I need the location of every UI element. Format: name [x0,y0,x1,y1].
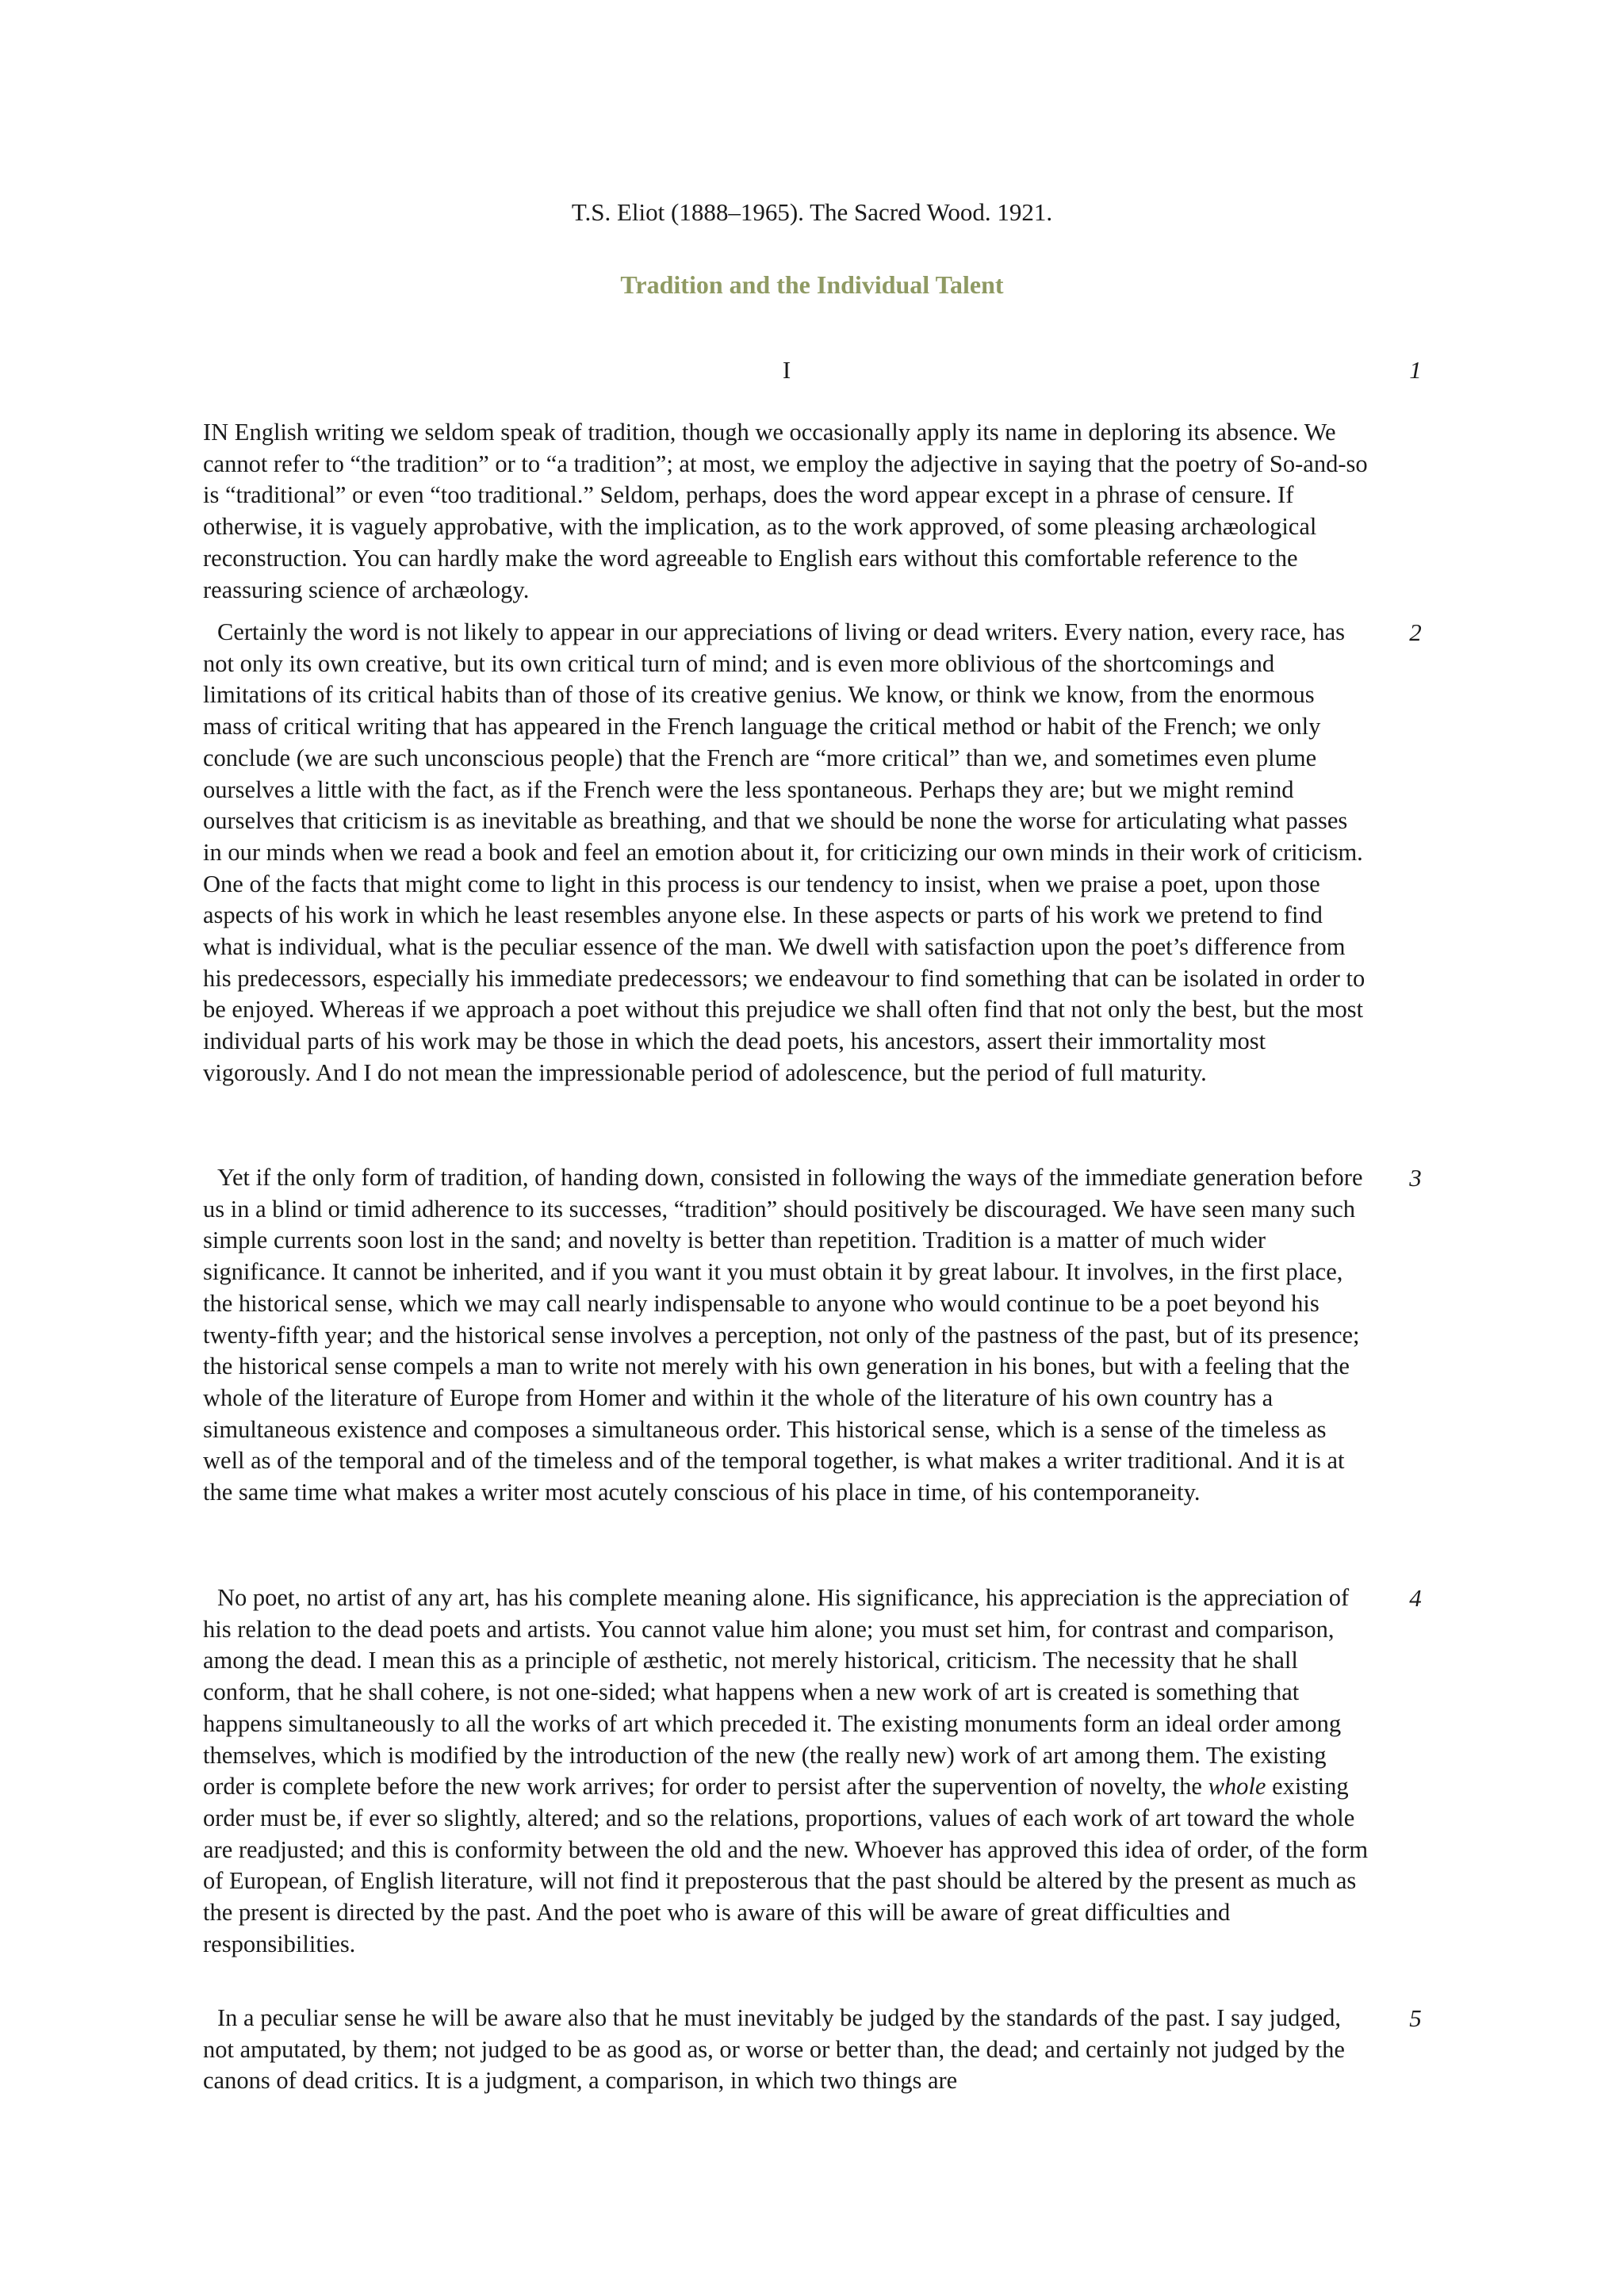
paragraph-4 [203,1582,1369,1960]
paragraph-2 [203,617,1369,1089]
essay-title: Tradition and the Individual Talent [620,270,1004,299]
paragraph-number-3: 3 [1409,1164,1422,1192]
paragraph-number-5: 5 [1409,2004,1422,2032]
paragraph-4-text-after: existing order must be, if ever so slightly, altered; and so the relations, proportions, values of each work of art toward the whole are readjusted; and this is conformity between the old and the new. Whoever has approved this idea of order, of the form of European, of English literature, will not find it preposterous that the past should be altered by the present as much as the present is directed by the past. And the poet who is aware of this will be aware of great difficulties and responsibilities. [203,1773,1369,1957]
paragraph-4-emphasis: whole [1208,1773,1266,1800]
paragraph-4-text-before: No poet, no artist of any art, has his complete meaning alone. His significance, his appreciation is the appreciation of his relation to the dead poets and artists. You cannot value him alone; you must set him, for contrast and comparison, among the dead. I mean this as a principle of æsthetic, not merely historical, criticism. The necessity that he shall conform, that he shall cohere, is not one-sided; what happens when a new work of art is created is something that happens simultaneously to all the works of art which preceded it. The existing monuments form an ideal order among themselves, which is modified by the introduction of the new (the really new) work of art among them. The existing order is complete before the new work arrives; for order to persist after the supervention of novelty, the [203,1584,1350,1800]
paragraph-5 [203,2003,1369,2097]
paragraph-number-1: 1 [1409,356,1422,384]
paragraph-2-text: Certainly the word is not likely to appear in our appreciations of living or dead writers. Every nation, every race, has not only its own creative, but its own critical turn of mind; and is even more oblivious of the shortcomings and limitations of its critical habits than of those of its creative genius. We know, or think we know, from the enormous mass of critical writing that has appeared in the French language the critical method or habit of the French; we only conclude (we are such unconscious people) that the French are “more critical” than we, and sometimes even plume ourselves a little with the fact, as if the French were the less spontaneous. Perhaps they are; but we might remind ourselves that criticism is as inevitable as breathing, and that we should be none the worse for articulating what passes in our minds when we read a book and feel an emotion about it, for criticizing our own minds in their work of criticism. One of the facts that might come to light in this process is our tendency to insist, when we praise a poet, upon those aspects of his work in which he least resembles anyone else. In these aspects or parts of his work we pretend to find what is individual, what is the peculiar essence of the man. We dwell with satisfaction upon the poet’s difference from his predecessors, especially his immediate predecessors; we endeavour to find something that can be isolated in order to be enjoyed. Whereas if we approach a poet without this prejudice we shall often find that not only the best, but the most individual parts of his work may be those in which the dead poets, his ancestors, assert their immortality most vigorously. And I do not mean the impressionable period of adolescence, but the period of full maturity. [203,618,1365,1086]
paragraph-1: IN English writing we seldom speak of tradition, though we occasionally apply its name in deploring its absence. We cannot refer to “the tradition” or to “a tradition”; at most, we employ the adjective in saying that the poetry of So-and-so is “traditional” or even “too traditional.” Seldom, perhaps, does the word appear except in a phrase of censure. If otherwise, it is vaguely approbative, with the implication, as to the work approved, of some pleasing archæological reconstruction. You can hardly make the word agreeable to English ears without this comfortable reference to the reassuring science of archæology. [203,419,1368,603]
paragraph-5-text: In a peculiar sense he will be aware also that he must inevitably be judged by the standards of the past. I say judged, not amputated, by them; not judged to be as good as, or worse or better than, the dead; and certainly not judged by the canons of dead critics. It is a judgment, a comparison, in which two things are [203,2004,1345,2095]
citation-header: T.S. Eliot (1888–1965). The Sacred Wood. 1921. [571,198,1053,226]
paragraph-3 [203,1162,1369,1509]
paragraph-number-4: 4 [1409,1584,1422,1612]
section-number: I [782,356,791,384]
paragraph-number-2: 2 [1409,618,1422,646]
paragraph-3-text: Yet if the only form of tradition, of handing down, consisted in following the ways of the immediate generation before us in a blind or timid adherence to its successes, “tradition” should positively be discouraged. We have seen many such simple currents soon lost in the sand; and novelty is better than repetition. Tradition is a matter of much wider significance. It cannot be inherited, and if you want it you must obtain it by great labour. It involves, in the first place, the historical sense, which we may call nearly indispensable to anyone who would continue to be a poet beyond his twenty-fifth year; and the historical sense involves a perception, not only of the pastness of the past, but of its presence; the historical sense compels a man to write not merely with his own generation in his bones, but with a feeling that the whole of the literature of Europe from Homer and within it the whole of the literature of his own country has a simultaneous existence and composes a simultaneous order. This historical sense, which is a sense of the timeless as well as of the temporal and of the timeless and of the temporal together, is what makes a writer traditional. And it is at the same time what makes a writer most acutely conscious of his place in time, of his contemporaneity. [203,1164,1363,1506]
